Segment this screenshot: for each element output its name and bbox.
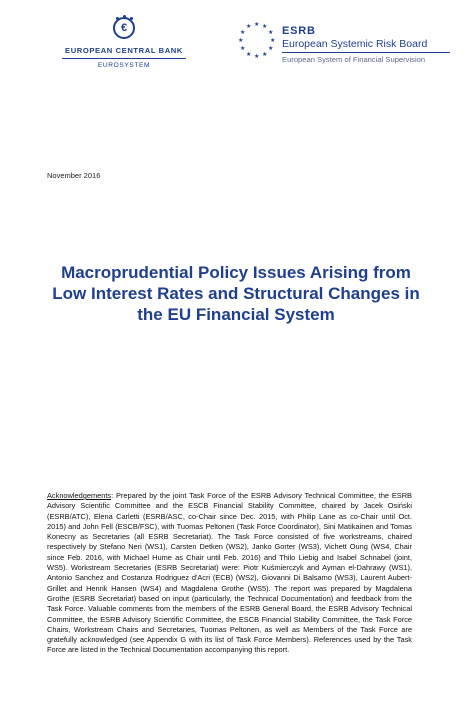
star-icon: ★ bbox=[240, 30, 246, 36]
ecb-divider bbox=[62, 58, 186, 59]
euro-symbol: € bbox=[120, 22, 128, 34]
esrb-divider bbox=[282, 52, 450, 53]
star-icon: ★ bbox=[246, 52, 252, 58]
acknowledgements-paragraph bbox=[47, 491, 412, 656]
esrb-abbreviation: ESRB bbox=[282, 25, 316, 37]
star-icon: ★ bbox=[254, 54, 260, 60]
euro-circle-emblem-icon bbox=[113, 17, 135, 39]
report-title: Macroprudential Policy Issues Arising from Low Interest Rates and Structural Changes in the EU Financial System bbox=[52, 263, 420, 324]
star-icon: ★ bbox=[254, 22, 260, 28]
star-icon: ★ bbox=[262, 24, 268, 30]
emblem-dot bbox=[123, 15, 126, 18]
emblem-dot bbox=[130, 17, 133, 20]
ecb-logo bbox=[62, 17, 186, 69]
acknowledgements-label: Acknowledgements bbox=[47, 491, 112, 500]
esrb-logo-text bbox=[282, 25, 450, 64]
esrb-full-name: European Systemic Risk Board bbox=[282, 38, 428, 50]
emblem-dot bbox=[116, 17, 119, 20]
star-icon: ★ bbox=[240, 46, 246, 52]
ecb-name: EUROPEAN CENTRAL BANK bbox=[65, 46, 183, 55]
eu-stars-circle-icon bbox=[238, 23, 276, 61]
star-icon: ★ bbox=[246, 24, 252, 30]
ecb-eurosystem: EUROSYSTEM bbox=[97, 62, 151, 69]
acknowledgements-text: : Prepared by the joint Task Force of the ESRB Advisory Technical Committee, the ESRB Advisory Scientific Committee and the ESCB Financial Stability Committee, chaired by Jacek Osiński (ESRB/ATC), Elena Carletti (ESRB/ASC, co-Chair since Dec. 2015, with Philip Lane as co-Chair until Oct. 2015) and John Fell (ESCB/FSC), with Tuomas Peltonen (Task Force Coordinator), Sini Matikainen and Tomas Konecny as Secretaries (all ESRB Secretariat). The Task Force consisted of five workstreams, chaired respectively by Stefano Neri (WS1), Carsten Detken (WS2), Janko Gorter (WS3), Vichett Oung (WS4, Chair since Feb. 2016, with Michael Hume as Chair until Feb. 2016) and Thilo Liebig and Isabel Schnabel (joint, WS5). Workstream Secretaries (ESRB Secretariat) were: Piotr Kuśmierczyk and Ayman el-Dahrawy (WS1), Antonio Sanchez and Costanza Rodriguez d'Acri (ECB) (WS2), Giovanni Di Balsamo (WS3), Laurent Aubert-Grillet and Henrik Hansen (WS4) and Magdalena Grothe (WS5). The report was prepared by Magdalena Grothe (ESRB Secretariat) based on input (particularly, the Technical Documentation) and feedback from the Task Force. Valuable comments from the members of the ESRB General Board, the ESRB Advisory Technical Committee, the ESRB Advisory Scientific Committee, the ESCB Financial Stability Committee, the Task Force Chairs, Workstream Chairs and Secretaries, Tuomas Peltonen, as well as Members of the Task Force are gratefully acknowledged (see Appendix G with its list of Task Force Members). References used by the Task Force are listed in the Technical Documentation accompanying this report. bbox=[47, 491, 412, 655]
star-icon: ★ bbox=[238, 38, 244, 44]
publication-date: November 2016 bbox=[47, 171, 101, 180]
star-icon: ★ bbox=[268, 30, 274, 36]
star-icon: ★ bbox=[268, 46, 274, 52]
star-icon: ★ bbox=[270, 38, 276, 44]
esrb-subtitle: European System of Financial Supervision bbox=[282, 55, 426, 64]
star-icon: ★ bbox=[262, 52, 268, 58]
